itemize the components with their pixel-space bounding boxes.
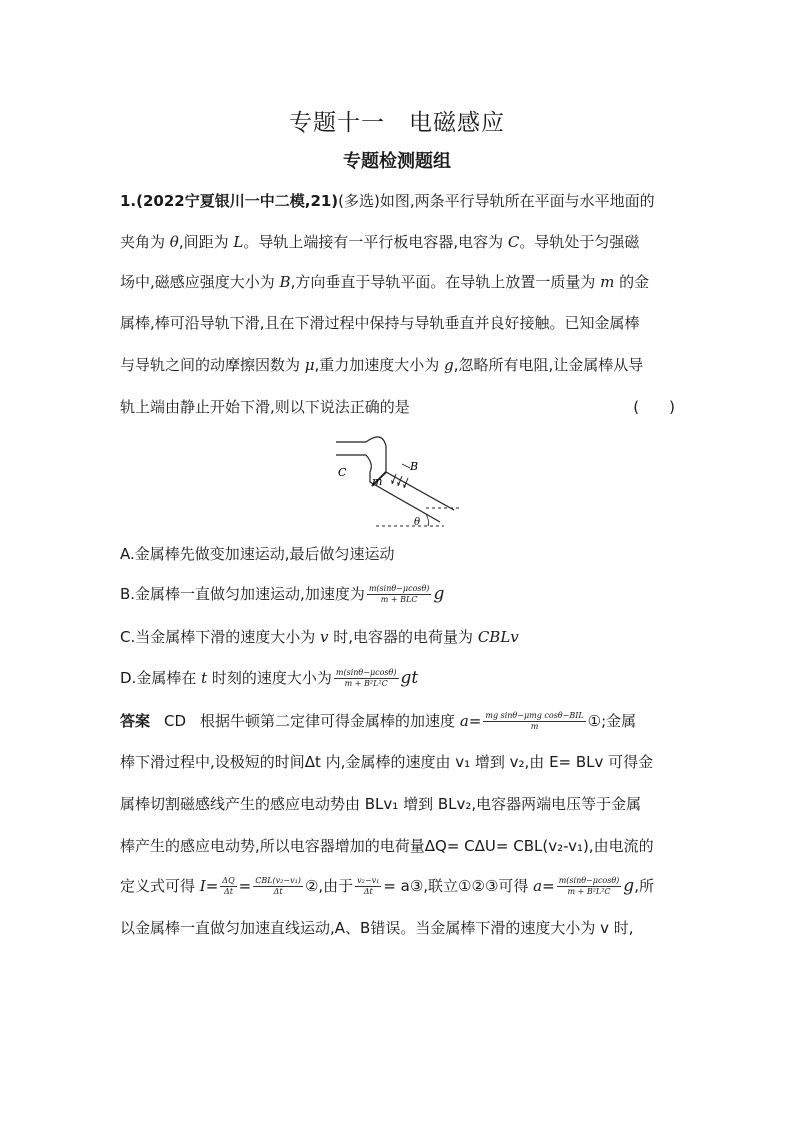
incline-capacitor-figure [330,428,465,530]
solution-line-5: 定义式可得 I= $\frac{\Delta Q}{\Delta t}$ = $\frac{\text{CBL(v₂−v₁)}}{\Delta t}$ ②,由于 $\frac{\text{v₂−v₁}}{\Delta t}$ = a③,联立①②③可得 a= $\frac{m(\sin\theta-\mu\cos\theta)}{\text{m + B²L²C}}$ g,所 [120,876,654,896]
question-line-3: 场中,磁感应强度大小为 B,方向垂直于导轨平面。在导轨上放置一质量为 m 的金 [120,273,650,291]
question-line-2: 夹角为 θ,间距为 L。导轨上端接有一平行板电容器,电容为 C。导轨处于匀强磁 [120,233,640,251]
option-b: B.金属棒一直做匀加速运动,加速度为 $\frac{m(\sin\theta-\mu\cos\theta)}{\text{m + BLC}}$ g [120,584,445,604]
question-type-tag: (多选) [338,192,380,210]
solution-line-2: 棒下滑过程中,设极短的时间Δt 内,金属棒的速度由 v₁ 增到 v₂,由 E= BLv 可得金 [120,753,654,771]
acceleration-fraction: $\frac{\text{mg sinθ−μmg cosθ−BIL}}{m}$ [485,711,584,731]
option-a: A.金属棒先做变加速运动,最后做匀速运动 [120,545,395,563]
question-line-5: 与导轨之间的动摩擦因数为 μ,重力加速度大小为 g,忽略所有电阻,让金属棒从导 [120,356,644,374]
label-C: C [338,466,347,479]
solution-line-6: 以金属棒一直做匀加速直线运动,A、B错误。当金属棒下滑的速度大小为 v 时, [120,919,634,937]
answer-label: 答案 [120,712,151,730]
answer-paren: ( ) [633,398,675,416]
label-theta: θ [414,517,421,528]
question-line-1: 1.(2022宁夏银川一中二模,21)(多选)如图,两条平行导轨所在平面与水平地面的 [120,192,655,210]
option-d-fraction: $\frac{m(\sin\theta-\mu\cos\theta)}{\text{m + B²L²C}}$ [335,668,397,688]
section-subtitle: 专题检测题组 [343,151,451,172]
question-line-6: 轨上端由静止开始下滑,则以下说法正确的是 ( ) [120,398,675,416]
label-B: B [410,460,419,473]
option-c: C.当金属棒下滑的速度大小为 v 时,电容器的电荷量为 CBLv [120,628,519,646]
page-title: 专题十一 电磁感应 [289,110,505,136]
solution-line-3: 属棒切割磁感线产生的感应电动势由 BLv₁ 增到 BLv₂,电容器两端电压等于金属 [120,795,642,813]
question-line-4: 属棒,棒可沿导轨下滑,且在下滑过程中保持与导轨垂直并良好接触。已知金属棒 [120,314,640,332]
option-d: D.金属棒在 t 时刻的速度大小为 $\frac{m(\sin\theta-\mu\cos\theta)}{\text{m + B²L²C}}$ gt [120,668,419,688]
question-source: 1.(2022宁夏银川一中二模,21) [120,192,339,210]
solution-line-1: 答案 CD 根据牛顿第二定律可得金属棒的加速度 a= $\frac{\text{mg sinθ−μmg cosθ−BIL}}{m}$ ①;金属 [120,711,637,731]
option-b-fraction: $\frac{m(\sin\theta-\mu\cos\theta)}{\text{m + BLC}}$ [368,584,430,604]
solution-line-4: 棒产生的感应电动势,所以电容器增加的电荷量ΔQ= CΔU= CBL(v₂-v₁),由电流的 [120,837,654,855]
answer-value: CD [164,712,187,730]
label-m: m [372,475,383,488]
